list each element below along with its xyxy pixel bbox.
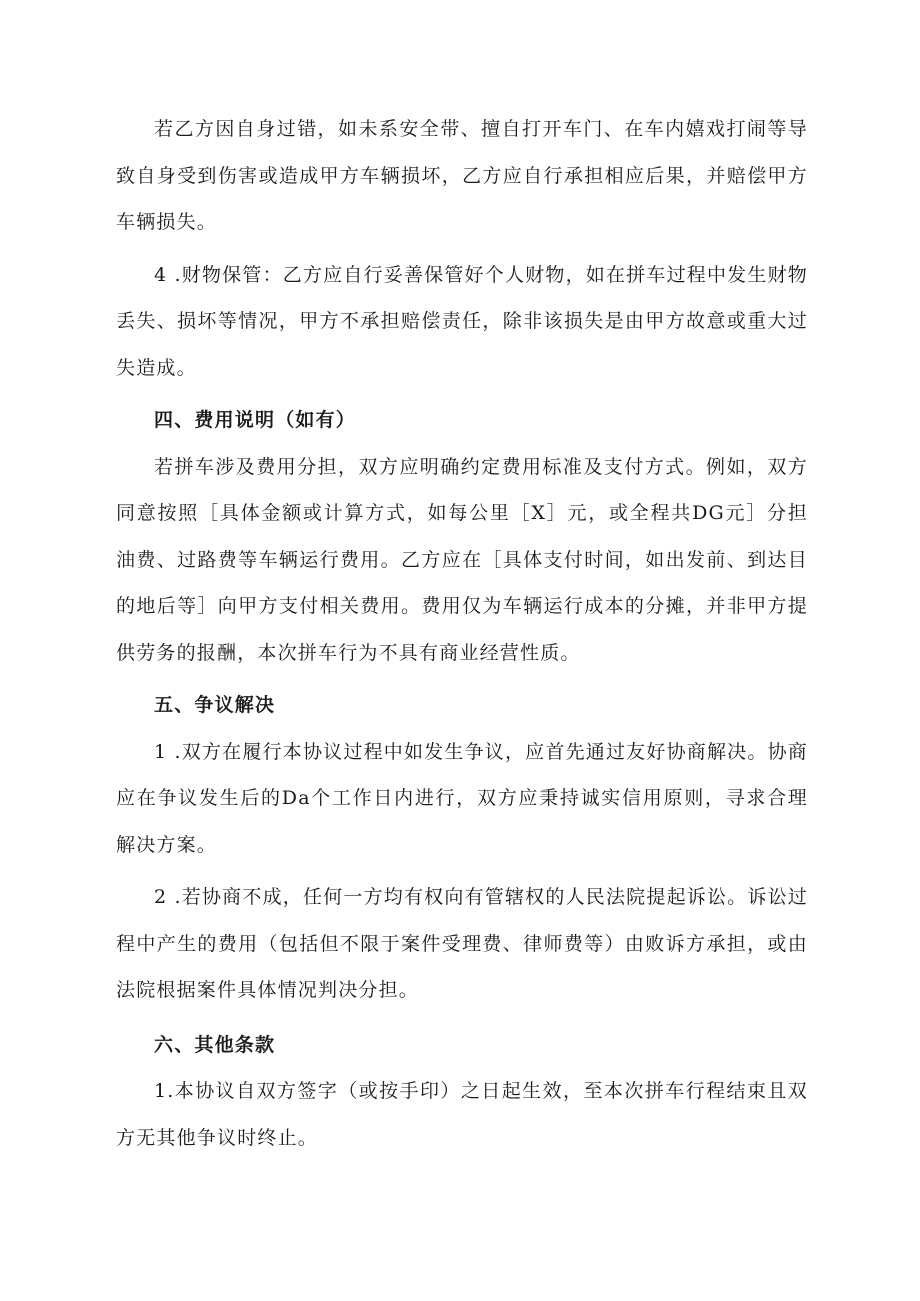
paragraph-liability: 若乙方因自身过错，如未系安全带、擅自打开车门、在车内嬉戏打闹等导致自身受到伤害或造成甲方车辆损坏，乙方应自行承担相应后果，并赔偿甲方车辆损失。 (116, 118, 808, 233)
paragraph-fee-description: 若拼车涉及费用分担，双方应明确约定费用标准及支付方式。例如，双方同意按照［具体金额或计算方式，如每公里［X］元，或全程共DG元］分担油费、过路费等车辆运行费用。乙方应在［具体支付时间，如出发前、到达目的地后等］向甲方支付相关费用。费用仅为车辆运行成本的分摊，并非甲方提供劳务的报酬，本次拼车行为不具有商业经营性质。 (116, 455, 808, 664)
paragraph-effective-term: 1.本协议自双方签字（或按手印）之日起生效，至本次拼车行程结束且双方无其他争议时终止。 (116, 1080, 808, 1149)
section-heading-other-terms: 六、其他条款 (154, 1033, 276, 1056)
paragraph-property-custody: 4 .财物保管：乙方应自行妥善保管好个人财物，如在拼车过程中发生财物丢失、损坏等情况，甲方不承担赔偿责任，除非该损失是由甲方故意或重大过失造成。 (116, 263, 808, 379)
section-heading-dispute: 五、争议解决 (154, 694, 276, 716)
paragraph-dispute-negotiation: 1 .双方在履行本协议过程中如发生争议，应首先通过友好协商解决。协商应在争议发生后的Da个工作日内进行，双方应秉持诚实信用原则，寻求合理解决方案。 (116, 740, 808, 856)
section-heading-fees: 四、费用说明（如有） (154, 409, 357, 431)
paragraph-dispute-litigation: 2 .若协商不成，任何一方均有权向有管辖权的人民法院提起诉讼。诉讼过程中产生的费用（包括但不限于案件受理费、律师费等）由败诉方承担，或由法院根据案件具体情况判决分担。 (116, 886, 808, 1001)
